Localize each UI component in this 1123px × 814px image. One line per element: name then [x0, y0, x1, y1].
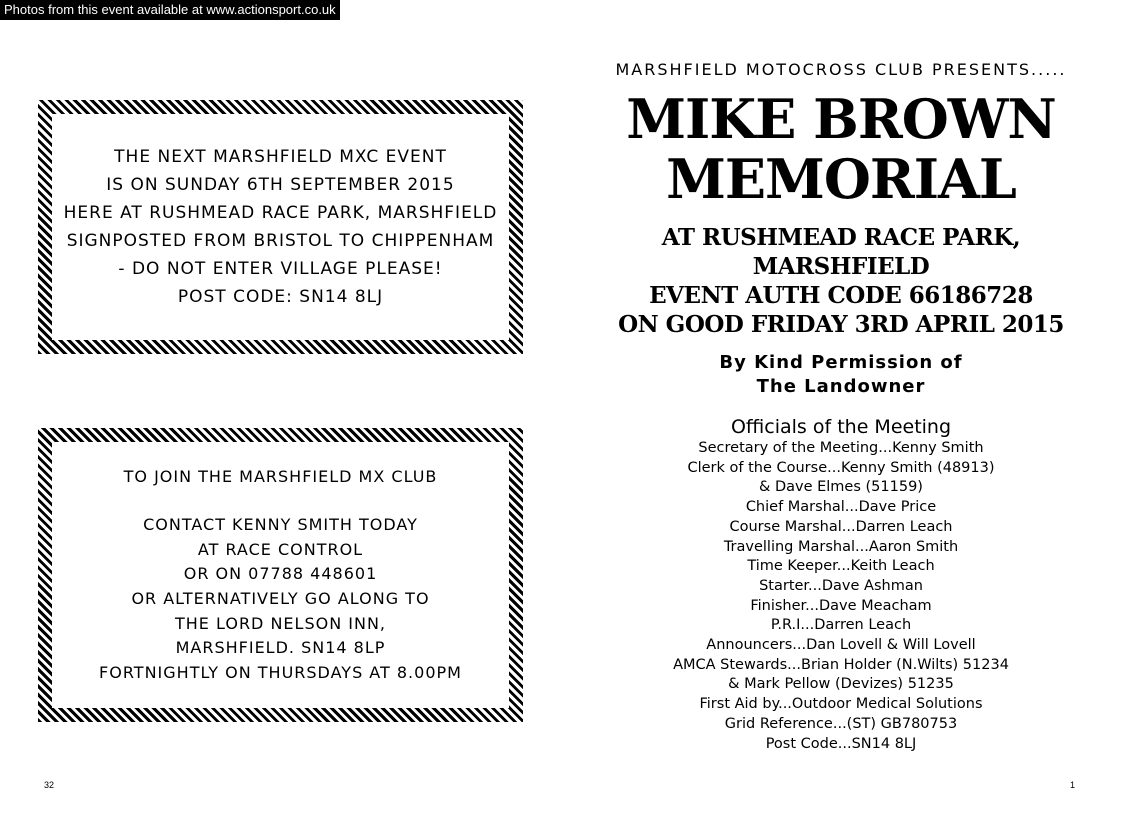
official-entry: Chief Marshal...Dave Price	[745, 499, 937, 516]
permission-line: The Landowner	[756, 376, 926, 397]
official-entry: & Mark Pellow (Devizes) 51235	[728, 676, 954, 693]
venue-line: EVENT AUTH CODE 66186728	[649, 282, 1033, 309]
venue-line: MARSHFIELD	[752, 253, 930, 280]
join-club-line: THE LORD NELSON INN,	[175, 613, 386, 633]
next-event-line: - DO NOT ENTER VILLAGE PLEASE!	[118, 259, 443, 279]
next-event-box	[38, 100, 523, 354]
venue-block	[594, 223, 1088, 339]
event-title-line: MIKE BROWN	[626, 87, 1056, 151]
official-entry: Course Marshal...Darren Leach	[729, 518, 953, 535]
official-entry: Finisher...Dave Meacham	[750, 597, 932, 614]
official-entry: Starter...Dave Ashman	[759, 577, 923, 594]
join-club-line: OR ALTERNATIVELY GO ALONG TO	[131, 589, 430, 608]
venue-line: AT RUSHMEAD RACE PARK,	[661, 224, 1021, 251]
official-entry: P.R.I...Darren Leach	[770, 617, 912, 634]
official-entry: Post Code...SN14 8LJ	[765, 735, 917, 752]
join-club-line: FORTNIGHTLY ON THURSDAYS AT 8.00PM	[99, 662, 462, 682]
next-event-line: HERE AT RUSHMEAD RACE PARK, MARSHFIELD	[63, 203, 498, 223]
official-entry: Grid Reference...(ST) GB780753	[724, 715, 958, 732]
event-title-line: MEMORIAL	[666, 147, 1016, 211]
official-entry: First Aid by...Outdoor Medical Solutions	[699, 696, 983, 713]
official-entry: Travelling Marshal...Aaron Smith	[723, 538, 959, 555]
next-event-line: SIGNPOSTED FROM BRISTOL TO CHIPPENHAM	[66, 231, 495, 251]
venue-line: ON GOOD FRIDAY 3RD APRIL 2015	[618, 311, 1064, 338]
next-event-line: POST CODE: SN14 8LJ	[177, 287, 384, 307]
officials-list	[594, 439, 1088, 754]
next-event-line: THE NEXT MARSHFIELD MXC EVENT	[114, 147, 447, 167]
official-entry: Clerk of the Course...Kenny Smith (48913)	[687, 459, 995, 476]
officials-heading: Officials of the Meeting	[730, 416, 952, 438]
permission-block	[594, 351, 1088, 399]
join-club-line: MARSHFIELD. SN14 8LP	[175, 638, 386, 658]
left-page-number: 32	[44, 780, 55, 790]
watermark-banner: Photos from this event available at www.actionsport.co.uk	[0, 0, 340, 20]
official-entry: Announcers...Dan Lovell & Will Lovell	[706, 637, 976, 654]
join-club-box	[38, 428, 523, 722]
permission-line: By Kind Permission of	[719, 352, 963, 373]
official-entry: Secretary of the Meeting...Kenny Smith	[698, 440, 984, 456]
right-page-number: 1	[1070, 780, 1076, 790]
join-club-line: CONTACT KENNY SMITH TODAY	[143, 515, 418, 535]
programme-cover	[594, 60, 1088, 754]
join-club-line: AT RACE CONTROL	[197, 539, 364, 559]
official-entry: AMCA Stewards...Brian Holder (N.Wilts) 51234	[673, 656, 1009, 673]
official-entry: & Dave Elmes (51159)	[759, 479, 923, 496]
presents-line: MARSHFIELD MOTOCROSS CLUB PRESENTS.....	[615, 60, 1067, 79]
join-club-heading: TO JOIN THE MARSHFIELD MX CLUB	[123, 466, 438, 486]
official-entry: Time Keeper...Keith Leach	[747, 558, 935, 575]
join-club-line: OR ON 07788 448601	[183, 564, 378, 584]
next-event-line: IS ON SUNDAY 6TH SEPTEMBER 2015	[106, 175, 455, 195]
